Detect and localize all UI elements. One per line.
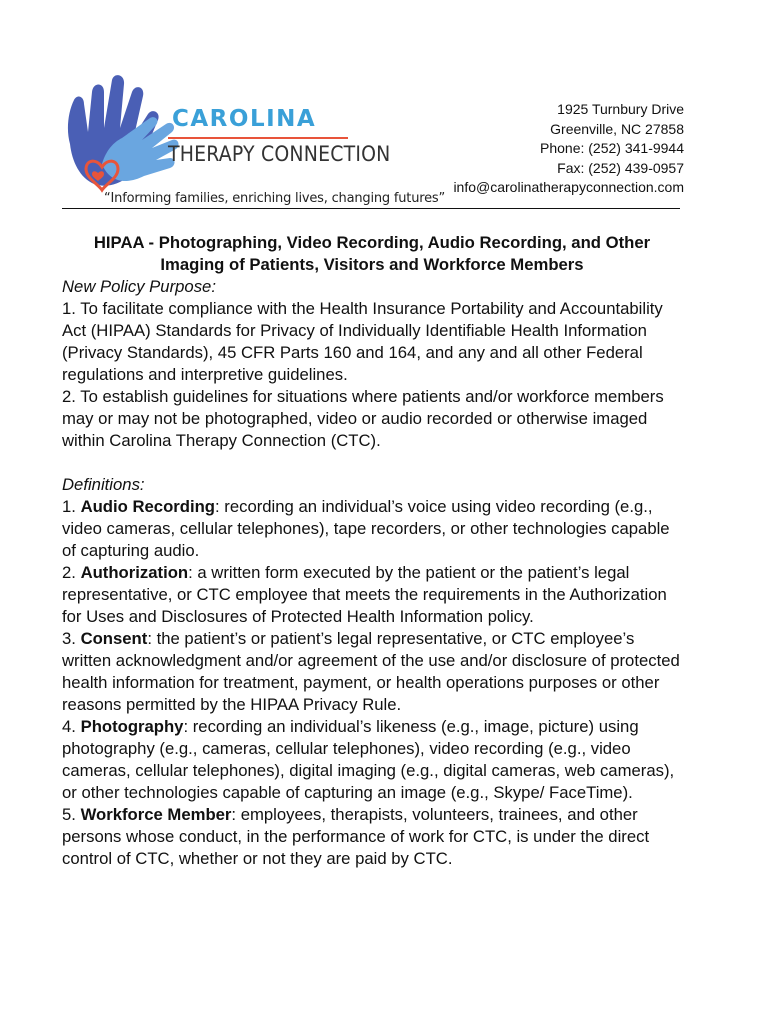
address-email[interactable]: info@carolinatherapyconnection.com <box>453 179 684 195</box>
brand-name: CAROLINA <box>172 106 317 132</box>
definition-number: 5. <box>62 805 81 824</box>
purpose-heading: New Policy Purpose: <box>62 277 216 296</box>
definition-item <box>62 716 682 804</box>
definition-text: : recording an individual’s voice using video recording (e.g., video cameras, cellular telephones), tape recorders, or other technologies capable of capturing audio. <box>62 497 670 560</box>
document-body <box>62 232 682 870</box>
purpose-item-1: 1. To facilitate compliance with the Health Insurance Portability and Accountability Act (HIPAA) Standards for Privacy of Individually Identifiable Health Information (Privacy Standards), 45 CFR Parts 160 and 164, and any and all other Federal regulations and interpretive guidelines. <box>62 299 663 384</box>
definition-term: Audio Recording <box>80 497 215 516</box>
address-phone: Phone: (252) 341-9944 <box>540 140 684 156</box>
definition-number: 2. <box>62 563 81 582</box>
definitions-heading: Definitions: <box>62 475 145 494</box>
document-title-line-2: Imaging of Patients, Visitors and Workforce Members <box>160 255 584 274</box>
purpose-item-2: 2. To establish guidelines for situations where patients and/or workforce members may or may not be photographed, video or audio recorded or otherwise imaged within Carolina Therapy Connection (CTC). <box>62 387 664 450</box>
document-title <box>62 232 682 276</box>
definition-item <box>62 804 682 870</box>
definition-item <box>62 496 682 562</box>
definition-term: Workforce Member <box>80 805 232 824</box>
definition-number: 4. <box>62 717 81 736</box>
definition-number: 3. <box>62 629 81 648</box>
definition-number: 1. <box>62 497 81 516</box>
brand-subtitle: THERAPY CONNECTION <box>168 142 391 166</box>
definition-term: Authorization <box>80 563 189 582</box>
definition-text: : recording an individual’s likeness (e.g., image, picture) using photography (e.g., cameras, cellular telephones), video recording (e.g., video cameras, cellular telephones), digital imaging (e.g., digital cameras, web cameras), or other technologies capable of capturing an image (e.g., Skype/ FaceTime). <box>62 717 675 802</box>
definition-text: : the patient’s or patient’s legal representative, or CTC employee’s written acknowledgment and/or agreement of the use and/or disclosure of protected health information for treatment, payment, or health operations purposes or other reasons permitted by the HIPAA Privacy Rule. <box>62 629 680 714</box>
definition-item <box>62 628 682 716</box>
address-city: Greenville, NC 27858 <box>550 120 684 137</box>
section-spacer <box>62 452 682 474</box>
tagline: “Informing families, enriching lives, changing futures” <box>104 191 445 206</box>
address-fax: Fax: (252) 439-0957 <box>557 159 684 176</box>
brand-divider <box>168 137 348 139</box>
header-divider <box>62 208 680 209</box>
address-street: 1925 Turnbury Drive <box>557 101 684 117</box>
definition-text: : employees, therapists, volunteers, trainees, and other persons whose conduct, in the performance of work for CTC, is under the direct control of CTC, whether or not they are paid by CTC. <box>62 805 650 868</box>
definition-term: Photography <box>80 717 184 736</box>
address-block <box>453 100 684 198</box>
definition-text: : a written form executed by the patient or the patient’s legal representative, or CTC employee that meets the requirements in the Authorization for Uses and Disclosures of Protected Health Information policy. <box>62 563 667 626</box>
definition-item <box>62 562 682 628</box>
document-title-line-1: HIPAA - Photographing, Video Recording, Audio Recording, and Other <box>93 233 651 252</box>
definition-term: Consent <box>80 629 148 648</box>
